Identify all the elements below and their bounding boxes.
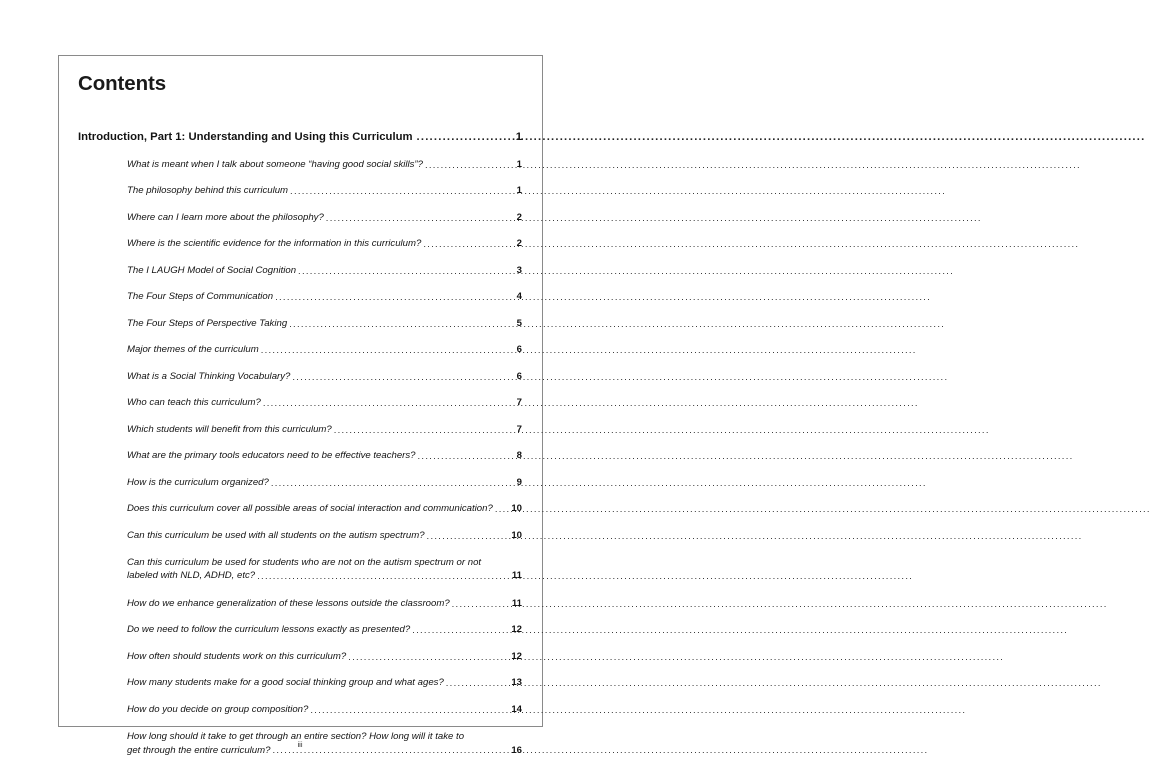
page-title: Contents — [78, 72, 167, 95]
toc-entry[interactable] — [127, 424, 522, 435]
toc-entry-page-number: 4 — [516, 291, 522, 302]
toc-entry-label: How is the curriculum organized? — [127, 476, 269, 488]
toc-entry-page-number: 9 — [516, 476, 522, 488]
dot-leader — [423, 239, 516, 249]
toc-entry-page-number: 1 — [516, 185, 522, 196]
dot-leader — [263, 398, 516, 408]
toc-entry[interactable] — [127, 238, 522, 249]
dot-leader — [412, 626, 511, 636]
toc-entry-label: The philosophy behind this curriculum — [127, 185, 289, 196]
toc-entry[interactable] — [127, 212, 522, 223]
toc-entry-label: What is meant when I talk about someone “having good social skills”? — [127, 158, 423, 170]
toc-entry-page-number: 6 — [516, 344, 522, 355]
dot-leader — [334, 425, 516, 435]
toc-entry-label: The I LAUGH Model of Social Cognition — [127, 264, 297, 276]
toc-entry-label: How do we enhance generalization of these lessons outside the classroom? — [127, 597, 450, 609]
toc-entry-label: Who can teach this curriculum? — [127, 397, 261, 408]
page-content-area — [78, 64, 522, 757]
toc-entry[interactable] — [127, 503, 522, 514]
toc-entry[interactable] — [127, 477, 522, 488]
toc-entry[interactable] — [127, 371, 522, 382]
dot-leader — [290, 186, 516, 196]
table-of-contents — [78, 131, 522, 757]
toc-entry-label: How often should students work on this curriculum? — [127, 650, 347, 662]
toc-entry[interactable] — [127, 397, 522, 408]
toc-entry-label: Major themes of the curriculum — [127, 344, 259, 355]
toc-entry-page-number: 7 — [516, 423, 522, 435]
toc-entry-label: How long should it take to get through an entire section? How long will it take to — [127, 731, 465, 743]
toc-entry-page-number: 8 — [516, 450, 522, 461]
dot-leader — [425, 160, 516, 170]
toc-entry-page-number: 13 — [511, 677, 522, 689]
toc-entry-page-number: 12 — [511, 650, 522, 662]
dot-leader — [446, 679, 511, 689]
toc-entry-label: How many students make for a good social thinking group and what ages? — [127, 677, 444, 689]
dot-leader — [298, 266, 516, 276]
toc-entry-page-number: 1 — [516, 158, 522, 170]
dot-leader — [348, 652, 511, 662]
toc-entry-page-number: 11 — [511, 570, 522, 582]
toc-entry-label: What are the primary tools educators need to be effective teachers? — [127, 450, 416, 461]
toc-entry-label-line2: get through the entire curriculum? — [127, 744, 271, 756]
toc-entry-label: Do we need to follow the curriculum lessons exactly as presented? — [127, 624, 411, 636]
dot-leader — [257, 573, 511, 583]
toc-entry[interactable] — [127, 651, 522, 662]
toc-section-page-number: 1 — [515, 131, 522, 143]
toc-entry[interactable] — [127, 291, 522, 302]
toc-entry[interactable] — [127, 185, 522, 196]
toc-entry[interactable] — [127, 624, 522, 635]
toc-entry[interactable] — [127, 159, 522, 170]
dot-leader — [417, 132, 516, 143]
footer-page-number: iii — [297, 740, 303, 749]
toc-entry-page-number: 14 — [511, 703, 522, 715]
dot-leader — [275, 292, 516, 302]
toc-entry-page-number: 2 — [516, 238, 522, 249]
toc-entry-page-number: 10 — [511, 529, 522, 541]
toc-entry[interactable] — [127, 318, 522, 329]
dot-leader — [310, 705, 510, 715]
toc-entry[interactable] — [127, 598, 522, 609]
toc-entry-page-number: 11 — [511, 597, 522, 609]
toc-entry[interactable] — [127, 704, 522, 715]
toc-entry[interactable] — [127, 530, 522, 541]
toc-entry-page-number: 7 — [516, 397, 522, 408]
dot-leader — [418, 451, 517, 461]
toc-entry[interactable] — [127, 344, 522, 355]
dot-leader — [427, 531, 511, 541]
dot-leader — [261, 345, 516, 355]
toc-entry-label-line2: labeled with NLD, ADHD, etc? — [127, 570, 256, 582]
toc-entry-page-number: 2 — [516, 211, 522, 223]
toc-entry-label: Can this curriculum be used for students who are not on the autism spectrum or not — [127, 557, 482, 568]
toc-entry-page-number: 6 — [516, 370, 522, 382]
toc-section-label: Introduction, Part 1: Understanding and Using this Curriculum — [78, 131, 413, 143]
dot-leader — [495, 504, 511, 514]
toc-entry-label: Where can I learn more about the philosophy? — [127, 211, 324, 223]
toc-entry-label: Which students will benefit from this curriculum? — [127, 423, 332, 435]
toc-entry-page-number: 16 — [511, 744, 522, 756]
toc-entry[interactable] — [127, 556, 522, 582]
toc-entry-label: The Four Steps of Communication — [127, 291, 274, 302]
dot-leader — [289, 319, 516, 329]
toc-entry-label: Can this curriculum be used with all students on the autism spectrum? — [127, 529, 425, 541]
toc-entry-label: Does this curriculum cover all possible areas of social interaction and communication? — [127, 503, 493, 514]
toc-entry[interactable] — [127, 265, 522, 276]
toc-entry-page-number: 10 — [511, 503, 522, 514]
toc-section-heading[interactable] — [78, 131, 522, 143]
toc-entry-label: Where is the scientific evidence for the information in this curriculum? — [127, 238, 422, 249]
dot-leader — [292, 372, 516, 382]
toc-entry-list — [78, 159, 522, 757]
toc-entry-page-number: 12 — [511, 624, 522, 636]
toc-entry-page-number: 3 — [516, 264, 522, 276]
toc-entry[interactable] — [127, 677, 522, 688]
toc-entry[interactable] — [127, 450, 522, 461]
toc-entry-label: The Four Steps of Perspective Taking — [127, 317, 288, 329]
dot-leader — [326, 213, 516, 223]
dot-leader — [452, 599, 512, 609]
toc-entry-page-number: 5 — [516, 317, 522, 329]
toc-entry-label: How do you decide on group composition? — [127, 703, 309, 715]
toc-entry-label: What is a Social Thinking Vocabulary? — [127, 370, 291, 382]
toc-entry-label-continued — [127, 569, 522, 582]
dot-leader — [271, 478, 516, 488]
